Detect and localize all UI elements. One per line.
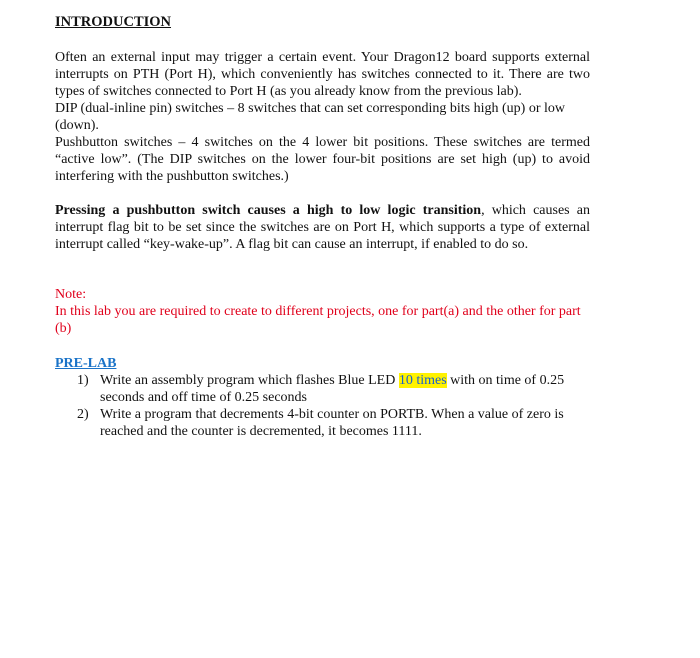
pushbutton-paragraph-rest: , which causes an interrupt flag bit to be set since the switches are on Port H, which supports a type of external interrupt called “key-wake-up”. A flag bit can cause an interrupt, if enabled to do so. (55, 203, 591, 252)
intro-paragraph-dip: DIP (dual-inline pin) switches – 8 switches that can set corresponding bits high (up) or low (down). (55, 101, 565, 133)
document-page (55, 14, 590, 440)
prelab-item-1-text-start: Write an assembly program which flashes Blue LED (100, 373, 399, 388)
pushbutton-paragraph (55, 202, 590, 253)
pushbutton-bold-lead: Pressing a pushbutton switch causes a high to low logic transition (55, 203, 482, 218)
note-label: Note: (55, 287, 87, 302)
prelab-heading: PRE-LAB (55, 356, 117, 371)
prelab-item-1 (55, 372, 590, 406)
prelab-item-number: 2) (77, 407, 89, 422)
highlighted-text: 10 times (398, 373, 447, 388)
prelab-item-number: 1) (77, 373, 89, 388)
prelab-item-2-text: Write a program that decrements 4-bit counter on PORTB. When a value of zero is reached and the counter is decremented, it becomes 1111. (100, 407, 564, 439)
note-text: In this lab you are required to create to different projects, one for part(a) and the other for part (b) (55, 304, 581, 336)
prelab-item-2 (55, 406, 590, 440)
prelab-list (55, 372, 590, 440)
prelab-item-1-text-end: with on time of 0.25 seconds and off time of 0.25 seconds (100, 373, 565, 405)
intro-paragraph-pushbutton: Pushbutton switches – 4 switches on the 4 lower bit positions. These switches are termed “active low”. (The DIP switches on the lower four-bit positions are set high (up) to avoid interfering with the pushbutton switches.) (55, 135, 590, 184)
intro-paragraph-1: Often an external input may trigger a certain event. Your Dragon12 board supports external interrupts on PTH (Port H), which conveniently has switches connected to it. There are two types of switches connected to Port H (as you already know from the previous lab). (55, 50, 590, 99)
section-heading-introduction: INTRODUCTION (55, 14, 172, 30)
